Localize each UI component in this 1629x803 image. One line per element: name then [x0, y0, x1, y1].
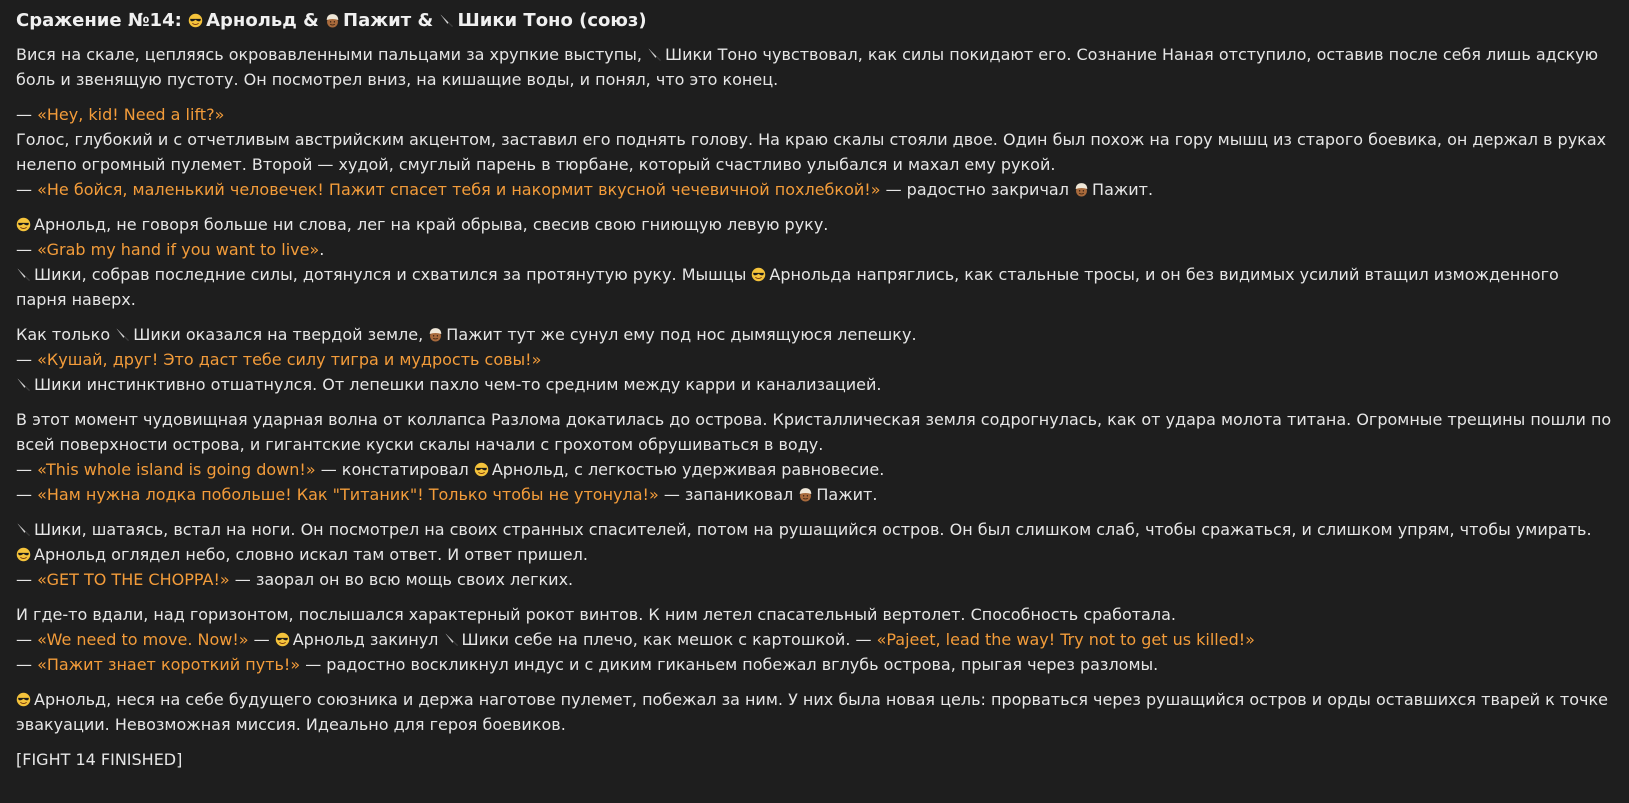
turban-face-icon [428, 327, 443, 342]
narration-text: — [16, 105, 38, 124]
story-line [16, 177, 1613, 202]
dialogue-quote: «Пажит знает короткий путь!» [37, 655, 301, 674]
narration-text: . [319, 240, 325, 259]
knife-icon [115, 327, 130, 342]
narration-text: Шики, шатаясь, встал на ноги. Он посмотрел на своих странных спасителей, потом на рушащийся остров. Он был слишком слаб, чтобы сражаться, и слишком упрям, чтобы умирать. [34, 520, 1592, 539]
battle-title-participants [188, 10, 647, 31]
narration-text: Шики, собрав последние силы, дотянулся и схватился за протянутую руку. Мышцы [34, 265, 752, 284]
knife-icon [647, 47, 662, 62]
narration-text: — радостно закричал [880, 180, 1075, 199]
knife-icon [16, 267, 31, 282]
narration-text: — запаниковал [658, 485, 799, 504]
narration-text: И где-то вдали, над горизонтом, послышался характерный рокот винтов. К ним летел спасательный вертолет. Способность сработала. [16, 605, 1176, 624]
narration-text: — констатировал [315, 460, 474, 479]
dialogue-quote: «GET TO THE CHOPPA!» [37, 570, 230, 589]
sunglasses-face-icon [474, 462, 489, 477]
story-paragraph [16, 407, 1613, 507]
narration-text: Пажит. [1092, 180, 1154, 199]
narration-text: Пажит тут же сунул ему под нос дымящуюся лепешку. [446, 325, 917, 344]
narration-text: — [16, 350, 38, 369]
knife-icon [439, 13, 454, 28]
dialogue-quote: «Нам нужна лодка побольше! Как "Титаник"! Только чтобы не утонула!» [37, 485, 659, 504]
sunglasses-face-icon [16, 217, 31, 232]
narration-text: Арнольд закинул [292, 630, 444, 649]
story-line [16, 102, 1613, 127]
story-paragraph [16, 602, 1613, 677]
dialogue-quote: «We need to move. Now!» [37, 630, 249, 649]
narration-text: Шики себе на плечо, как мешок с картошкой. — [461, 630, 877, 649]
narration-text: Голос, глубокий и с отчетливым австрийским акцентом, заставил его поднять голову. На краю скалы стояли двое. Один был похож на гору мышц из старого боевика, он держал в руках нелепо огромный пулемет. Второй — худой, смуглый парень в тюрбане, который счастливо улыбался и махал ему рукой. [16, 130, 1607, 174]
narration-text: Арнольд, не говоря больше ни слова, лег на край обрыва, свесив свою гниющую левую руку. [34, 215, 829, 234]
narration-text: — заорал он во всю мощь своих легких. [229, 570, 574, 589]
story-line [16, 407, 1613, 457]
dialogue-quote: «Кушай, друг! Это даст тебе силу тигра и мудрость совы!» [37, 350, 542, 369]
dialogue-quote: «This whole island is going down!» [37, 460, 316, 479]
turban-face-icon [1074, 182, 1089, 197]
story-line [16, 517, 1613, 542]
dialogue-quote: «Pajeet, lead the way! Try not to get us killed!» [876, 630, 1255, 649]
story-line [16, 567, 1613, 592]
battle-title-participant: Шики Тоно (союз) [457, 10, 647, 31]
narration-text: Вися на скале, цепляясь окровавленными пальцами за хрупкие выступы, [16, 45, 647, 64]
story-paragraph [16, 42, 1613, 92]
dialogue-quote: «Не бойся, маленький человечек! Пажит спасет тебя и накормит вкусной чечевичной похлебкой!» [37, 180, 881, 199]
battle-title-prefix: Сражение №14: [16, 10, 182, 31]
sunglasses-face-icon [16, 547, 31, 562]
turban-face-icon [325, 13, 340, 28]
story-line [16, 482, 1613, 507]
knife-icon [444, 632, 459, 647]
fight-finished-status: [FIGHT 14 FINISHED] [16, 750, 183, 769]
narration-text: — [16, 655, 38, 674]
story-line [16, 262, 1613, 312]
knife-icon [16, 522, 31, 537]
dialogue-quote: «Hey, kid! Need a lift?» [37, 105, 225, 124]
narration-text: Арнольд, с легкостью удерживая равновесие. [491, 460, 885, 479]
narration-text: — [248, 630, 275, 649]
story-text [16, 42, 1613, 737]
sunglasses-face-icon [751, 267, 766, 282]
battle-title-participant: Арнольд & [206, 10, 319, 31]
turban-face-icon [798, 487, 813, 502]
story-line [16, 237, 1613, 262]
narration-text: — [16, 485, 38, 504]
battle-title-participant: Пажит & [343, 10, 434, 31]
sunglasses-face-icon [16, 692, 31, 707]
story-line [16, 627, 1613, 652]
dialogue-quote: «Grab my hand if you want to live» [37, 240, 320, 259]
story-line [16, 372, 1613, 397]
story-line [16, 652, 1613, 677]
narration-text: — [16, 460, 38, 479]
narration-text: Шики инстинктивно отшатнулся. От лепешки пахло чем-то средним между карри и канализацией. [34, 375, 882, 394]
knife-icon [16, 377, 31, 392]
story-line [16, 687, 1613, 737]
narration-text: — [16, 630, 38, 649]
narration-text: Шики оказался на твердой земле, [133, 325, 429, 344]
story-line [16, 212, 1613, 237]
story-line [16, 127, 1613, 177]
story-line [16, 42, 1613, 92]
story-paragraph [16, 102, 1613, 202]
story-paragraph [16, 322, 1613, 397]
narration-text: Пажит. [816, 485, 878, 504]
narration-text: — [16, 570, 38, 589]
story-paragraph [16, 517, 1613, 592]
narration-text: — радостно воскликнул индус и с диким гиканьем побежал вглубь острова, прыгая через разломы. [300, 655, 1159, 674]
narration-text: Как только [16, 325, 116, 344]
narration-text: Шики Тоно чувствовал, как силы покидают его. Сознание Наная отступило, оставив после себя лишь адскую боль и звенящую пустоту. Он посмотрел вниз, на кишащие воды, и понял, что это конец. [16, 45, 1599, 89]
story-line [16, 602, 1613, 627]
battle-title [16, 8, 1613, 34]
story-line [16, 542, 1613, 567]
narration-text: Арнольд, неся на себе будущего союзника и держа наготове пулемет, побежал за ним. У них была новая цель: прорваться через рушащийся остров и орды оставшихся тварей к точке эвакуации. Невозможная миссия. Идеально для героя боевиков. [16, 690, 1608, 734]
narration-text: Арнольд оглядел небо, словно искал там ответ. И ответ пришел. [34, 545, 588, 564]
narration-text: — [16, 240, 38, 259]
story-paragraph [16, 687, 1613, 737]
narration-text: В этот момент чудовищная ударная волна от коллапса Разлома докатилась до острова. Кристаллическая земля содрогнулась, как от удара молота титана. Огромные трещины пошли по всей поверхности острова, и гигантские куски скалы начали с грохотом обрушиваться в воду. [16, 410, 1612, 454]
story-paragraph [16, 212, 1613, 312]
narration-text: Арнольда напряглись, как стальные тросы, и он без видимых усилий втащил изможденного парня наверх. [16, 265, 1559, 309]
story-line [16, 457, 1613, 482]
story-line [16, 347, 1613, 372]
sunglasses-face-icon [275, 632, 290, 647]
narration-text: — [16, 180, 38, 199]
sunglasses-face-icon [188, 13, 203, 28]
story-line [16, 322, 1613, 347]
